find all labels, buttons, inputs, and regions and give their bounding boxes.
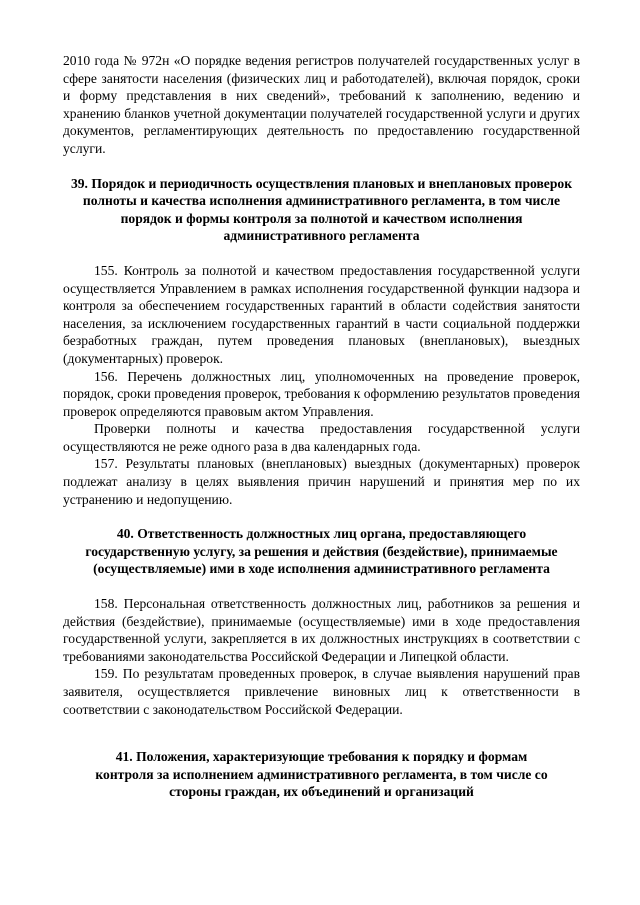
section-heading-41: 41. Положения, характеризующие требования к порядку и формам контроля за исполнением административного регламента, в том числе со стороны граждан, их объединений и организаций [95,749,548,800]
section-heading-39: 39. Порядок и периодичность осуществления плановых и внеплановых проверок полноты и качества исполнения административного регламента, в том числе порядок и формы контроля за полнотой и качеством исполнения административного регламента [70,175,573,244]
paragraph-continuation: 2010 года № 972н «О порядке ведения регистров получателей государственных услуг в сфере занятости населения (физических лиц и работодателей), включая порядок, сроки и форму представления в них сведений», требований к заполнению, ведению и хранению бланков учетной документации получателей государственной услуги и других документов, регламентирующих деятельность по предоставлению государственной услуги. [63,53,580,156]
paragraph-158: 158. Персональная ответственность должностных лиц, работников за решения и действия (бездействие), принимаемые (осуществляемые) ими в ходе предоставления государственной услуги, закрепляется в их должностных инструкциях в соответствии с требованиями законодательства Российской Федерации и Липецкой области. [63,596,580,664]
paragraph-inspections: Проверки полноты и качества предоставления государственной услуги осуществляются не реже одного раза в два календарных года. [63,421,580,454]
paragraph-156: 156. Перечень должностных лиц, уполномоченных на проведение проверок, порядок, сроки проведения проверок, требования к оформлению результатов проведения проверок определяются правовым актом Управления. [63,368,580,419]
paragraph-157: 157. Результаты плановых (внеплановых) выездных (документарных) проверок подлежат анализу в целях выявления причин нарушений и принятия мер по их устранению и недопущению. [63,456,580,507]
section-heading-40: 40. Ответственность должностных лиц органа, предоставляющего государственную услугу, за решения и действия (бездействие), принимаемые (осуществляемые) ими в ходе исполнения административного регламента [85,526,558,577]
paragraph-159: 159. По результатам проведенных проверок, в случае выявления нарушений прав заявителя, осуществляется привлечение виновных лиц к ответственности в соответствии с законодательством Российской Федерации. [63,666,580,717]
paragraph-155: 155. Контроль за полнотой и качеством предоставления государственной услуги осуществляется Управлением в рамках исполнения государственной функции надзора и контроля за обеспечением государственных гарантий в области содействия занятости населения, за исключением государственных гарантий в части социальной поддержки безработных граждан, путем проведения плановых (внеплановых), выездных (документарных) проверок. [63,262,580,366]
